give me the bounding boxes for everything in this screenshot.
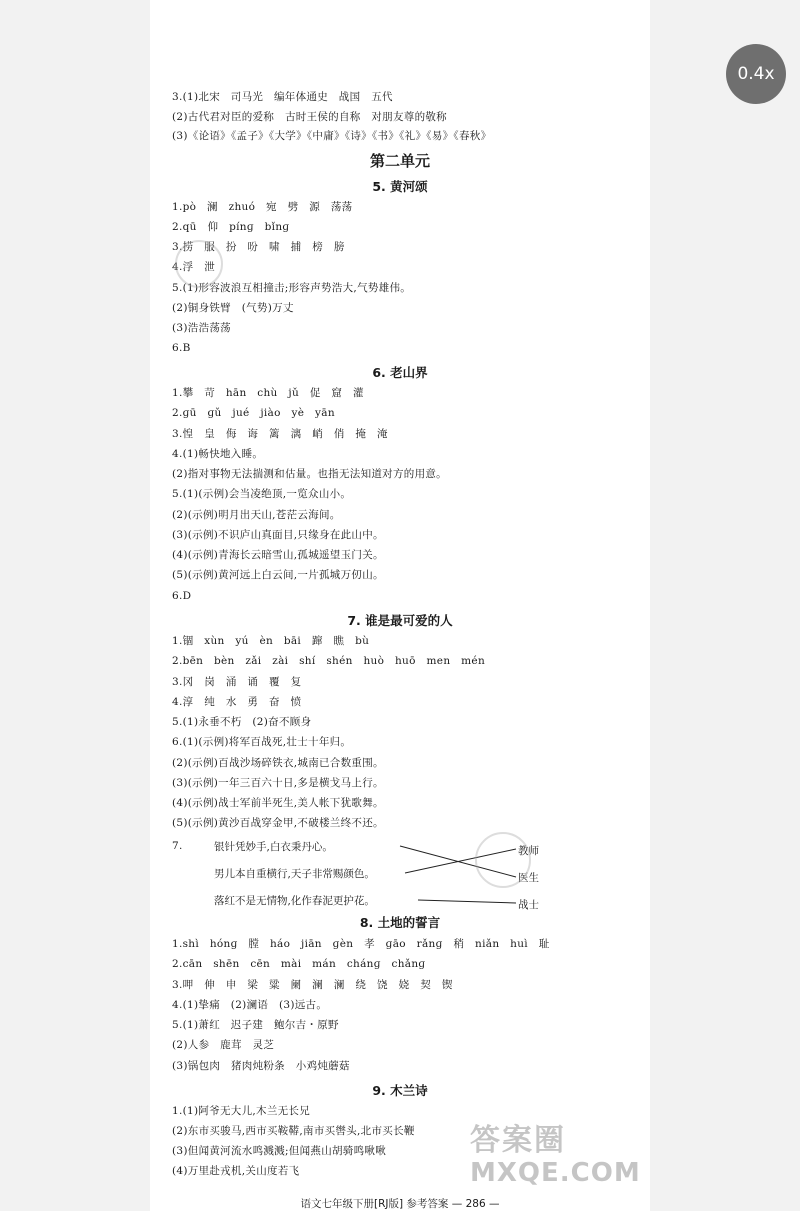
text-line: (3)(示例)一年三百六十日,多是横戈马上行。 (172, 777, 384, 789)
text-line: 5.(1)永垂不朽 (2)奋不顾身 (172, 716, 312, 728)
match-connector (418, 900, 516, 903)
text-line: 5.(1)(示例)会当凌绝顶,一览众山小。 (172, 488, 352, 500)
text-line: 6.B (172, 342, 191, 354)
section-title: 9. 木兰诗 (372, 1083, 428, 1098)
text-line: 2.ɡū ɡǔ jué jiào yè yān (172, 407, 335, 419)
text-line: 1.pò 澜 zhuó 宛 劈 源 荡荡 (172, 201, 353, 213)
match-right-item: 教师 (518, 845, 539, 857)
text-line: 4.淳 纯 水 勇 奋 愤 (172, 696, 302, 708)
text-line: (5)(示例)黄沙百战穿金甲,不破楼兰终不还。 (172, 817, 384, 829)
text-line: (4)(示例)青海长云暗雪山,孤城遥望玉门关。 (172, 549, 384, 561)
text-line: (5)(示例)黄河远上白云间,一片孤城万仞山。 (172, 569, 384, 581)
text-line: (2)铜身铁臂 (气势)万丈 (172, 302, 294, 314)
section-title: 5. 黄河颂 (372, 179, 428, 194)
text-line: 2.cān shēn cēn mài mán chánɡ chǎnɡ (172, 958, 426, 970)
watermark-stamp (175, 240, 223, 288)
text-line: (4)(示例)战士军前半死生,美人帐下犹歌舞。 (172, 797, 384, 809)
text-line: (3)《论语》《孟子》《大学》《中庸》《诗》《书》《礼》《易》《春秋》 (172, 130, 492, 142)
text-line: 3.捞 服 扮 吩 啸 捕 榜 膀 (172, 241, 345, 253)
text-line: 1.锢 xùn yú èn bāi 蹿 瞧 bù (172, 635, 370, 647)
text-line: 3.冈 岗 涌 诵 覆 复 (172, 676, 302, 688)
text-line: 3.(1)北宋 司马光 编年体通史 战国 五代 (172, 91, 393, 103)
match-left-item: 落红不是无情物,化作春泥更护花。 (214, 895, 375, 907)
text-line: (3)锅包肉 猪肉炖粉条 小鸡炖蘑菇 (172, 1060, 350, 1072)
text-line: 1.攀 苛 hān chù jǔ 促 窟 灌 (172, 387, 364, 399)
match-left-item: 银针凭妙手,白衣秉丹心。 (214, 841, 333, 853)
answer-page (150, 0, 650, 1211)
text-line: 2.qū 仰 pínɡ bǐnɡ (172, 221, 290, 233)
text-line: 1.shì hónɡ 膛 háo jiān ɡèn 孝 ɡāo rǎnɡ 稍 niǎn huì 耻 (172, 938, 550, 950)
page-footer: 语文七年级下册[RJ版] 参考答案 — 286 — (300, 1198, 500, 1210)
text-line: (2)古代君对臣的爱称 古时王侯的自称 对朋友尊的敬称 (172, 111, 447, 123)
text-line: 1.(1)阿爷无大儿,木兰无长兄 (172, 1105, 311, 1117)
text-line: 5.(1)萧红 迟子建 鲍尔吉・原野 (172, 1019, 339, 1031)
text-line: (3)(示例)不识庐山真面目,只缘身在此山中。 (172, 529, 384, 541)
match-right-item: 战士 (518, 899, 539, 911)
zoom-level-badge[interactable]: 0.4x (726, 44, 786, 104)
section-title: 7. 谁是最可爱的人 (347, 613, 453, 628)
text-line: 4.浮 泄 (172, 261, 216, 273)
text-line: (2)(示例)明月出天山,苍茫云海间。 (172, 509, 341, 521)
watermark-url: MXQE.COM (470, 1158, 641, 1188)
text-line: (2)人参 鹿茸 灵芝 (172, 1039, 275, 1051)
watermark-stamp (475, 832, 531, 888)
text-line: (2)(示例)百战沙场碎铁衣,城南已合数重围。 (172, 757, 384, 769)
text-line: (4)万里赴戎机,关山度若飞 (172, 1165, 300, 1177)
text-line: 3.惶 皇 侮 诲 篱 漓 峭 俏 掩 淹 (172, 428, 388, 440)
unit-title: 第二单元 (369, 152, 430, 170)
text-line: 6.D (172, 590, 192, 602)
matching-lines (150, 830, 650, 920)
text-line: (3)但闻黄河流水鸣溅溅;但闻燕山胡骑鸣啾啾 (172, 1145, 387, 1157)
text-line: (2)指对事物无法揣测和估量。也指无法知道对方的用意。 (172, 468, 447, 480)
text-line: 6.(1)(示例)将军百战死,壮士十年归。 (172, 736, 352, 748)
text-line: (2)东市买骏马,西市买鞍鞯,南市买辔头,北市买长鞭 (172, 1125, 415, 1137)
watermark-logo: 答案圈 (470, 1123, 566, 1158)
match-right-item: 医生 (518, 872, 539, 884)
section-title: 6. 老山界 (372, 365, 428, 380)
match-left-item: 男儿本自重横行,天子非常赐颜色。 (214, 868, 375, 880)
text-line: 2.bēn bèn zǎi zài shí shén huò huō men mén (172, 655, 486, 667)
text-line: 4.(1)挚痛 (2)澜语 (3)远古。 (172, 999, 328, 1011)
section-title: 8. 土地的誓言 (359, 915, 441, 930)
text-line: 5.(1)形容波浪互相撞击;形容声势浩大,气势雄伟。 (172, 282, 412, 294)
text-line: 7. (172, 840, 183, 852)
text-line: 4.(1)畅快地入睡。 (172, 448, 264, 460)
text-line: 3.呷 伸 申 梁 粱 阑 澜 澜 绕 饶 娆 契 锲 (172, 979, 453, 991)
text-line: (3)浩浩荡荡 (172, 322, 231, 334)
